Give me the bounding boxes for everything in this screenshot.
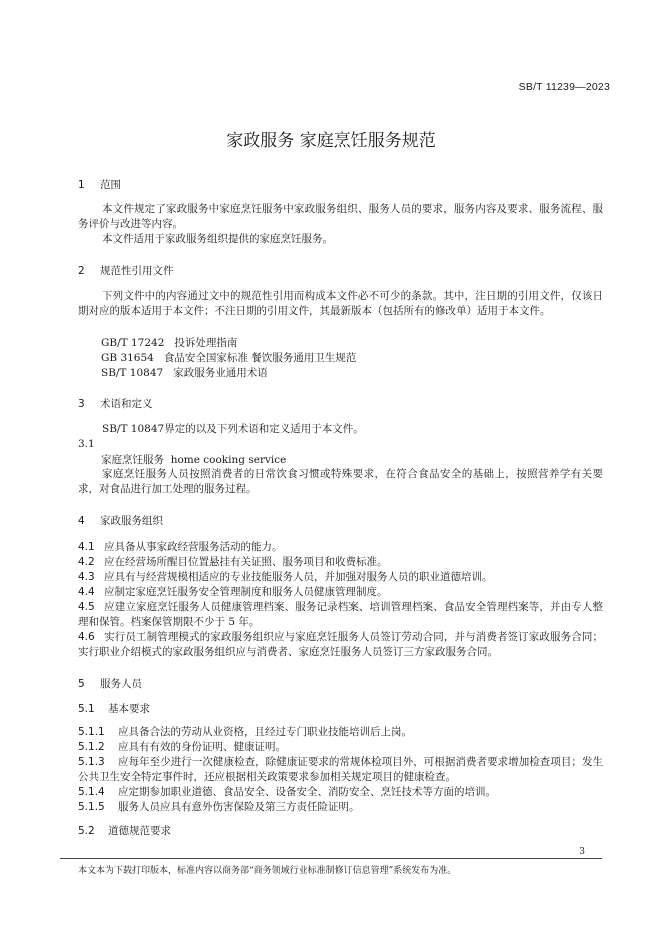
section-title: 规范性引用文件 (100, 265, 174, 277)
clause-text: 应每年至少进行一次健康检查，除健康证要求的常规体检项目外，可根据消费者要求增加检查项目；发生公共卫生安全特定事件时，还应根据相关政策要求参加相关规定项目的健康检查。 (78, 756, 603, 783)
section-number: 5 (78, 678, 85, 690)
subsection-number: 5.2 (78, 825, 95, 837)
subsection-5-2-heading (78, 823, 171, 838)
reference-name: 家政服务业通用术语 (173, 367, 268, 379)
reference-name: 投诉处理指南 (174, 337, 238, 349)
reference-item (101, 335, 237, 350)
clause-number: 5.1.3 (78, 756, 105, 768)
clause (78, 630, 603, 660)
section-2-paragraph-1: 下列文件中的内容通过文中的规范性引用而构成本文件必不可少的条款。其中，注日期的引用文件，仅该日期对应的版本适用于本文件；不注日期的引用文件，其最新版本（包括所有的修改单）适用于本文件。 (78, 290, 603, 317)
subsection-title: 基本要求 (108, 703, 150, 715)
section-number: 3 (78, 398, 85, 410)
clause-text: 实行员工制管理模式的家政服务组织应与家庭烹饪服务人员签订劳动合同，并与消费者签订家政服务合同；实行职业介绍模式的家政服务组织应与消费者、家庭烹饪服务人员签订三方家政服务合同。 (78, 631, 603, 658)
section-title: 服务人员 (100, 678, 142, 690)
footer-divider (60, 858, 602, 859)
section-2-heading (78, 263, 174, 278)
clause (78, 800, 603, 815)
clause (78, 755, 603, 785)
reference-item (101, 365, 268, 380)
clause-text: 应建立家庭烹饪服务人员健康管理档案、服务记录档案、培训管理档案、食品安全管理档案等，并由专人整理和保管。档案保管期限不少于 5 年。 (78, 601, 603, 628)
clause-text: 应在经营场所醒目位置悬挂有关证照、服务项目和收费标准。 (104, 556, 388, 568)
clause (78, 740, 603, 755)
clause-number: 5.1.5 (78, 801, 105, 813)
reference-code: SB/T 10847 (101, 367, 164, 379)
clause-number: 5.1.1 (78, 726, 105, 738)
subsection-title: 道德规范要求 (108, 825, 171, 837)
clause (78, 725, 603, 740)
reference-name: 食品安全国家标准 餐饮服务通用卫生规范 (163, 352, 357, 364)
clause (78, 785, 603, 800)
section-3-paragraph-1: SB/T 10847界定的以及下列术语和定义适用于本文件。 (102, 423, 364, 435)
term-english: home cooking service (170, 454, 287, 466)
clause-text: 应具备从事家政经营服务活动的能力。 (104, 541, 283, 553)
section-1-paragraph-1: 本文件规定了家政服务中家庭烹饪服务中家政服务组织、服务人员的要求，服务内容及要求、服务流程、服务评价与改进等内容。 (78, 203, 603, 230)
document-title: 家政服务 家庭烹饪服务规范 (226, 131, 436, 151)
clause-number: 4.4 (78, 586, 95, 598)
clause-number: 4.1 (78, 541, 95, 553)
page-number: 3 (579, 847, 585, 857)
clause-number: 4.6 (78, 631, 95, 643)
footer-note: 本文本为下载打印版本，标准内容以商务部“商务领域行业标准制修订信息管理”系统发布为准。 (78, 866, 457, 876)
clause-number: 5.1.2 (78, 741, 105, 753)
clause-number: 5.1.4 (78, 786, 105, 798)
section-3-heading (78, 396, 153, 411)
clause-text: 应具有有效的身份证明、健康证明。 (118, 741, 286, 753)
section-5-heading (78, 676, 142, 691)
clause-number: 4.3 (78, 571, 95, 583)
clause (78, 585, 603, 600)
term-chinese: 家庭烹饪服务 (101, 454, 164, 466)
clause-text: 服务人员应具有意外伤害保险及第三方责任险证明。 (118, 801, 360, 813)
clause-text: 应具有与经营规模相适应的专业技能服务人员，并加强对服务人员的职业道德培训。 (104, 571, 493, 583)
reference-code: GB/T 17242 (101, 337, 165, 349)
clause-text: 应具备合法的劳动从业资格，且经过专门职业技能培训后上岗。 (118, 726, 412, 738)
clause (78, 570, 603, 585)
reference-item (101, 350, 356, 365)
subsection-5-1-heading (78, 701, 150, 716)
section-4-heading (78, 513, 163, 528)
clause-number: 4.2 (78, 556, 95, 568)
reference-code: GB 31654 (101, 352, 154, 364)
clause (78, 555, 603, 570)
clause (78, 540, 603, 555)
section-number: 2 (78, 265, 85, 277)
subsection-number: 5.1 (78, 703, 95, 715)
section-title: 范围 (100, 179, 121, 191)
clause-text: 应定期参加职业道德、食品安全、设备安全、消防安全、烹饪技术等方面的培训。 (118, 786, 496, 798)
section-number: 4 (78, 515, 85, 527)
standard-number: SB/T 11239—2023 (518, 81, 610, 93)
term-entry (101, 452, 286, 467)
term-number: 3.1 (78, 438, 95, 450)
section-title: 术语和定义 (100, 398, 153, 410)
section-title: 家政服务组织 (100, 515, 163, 527)
section-1-heading (78, 177, 121, 192)
term-definition: 家庭烹饪服务人员按照消费者的日常饮食习惯或特殊要求，在符合食品安全的基础上，按照营养学有关要求，对食品进行加工处理的服务过程。 (78, 468, 603, 495)
clause-text: 应制定家庭烹饪服务安全管理制度和服务人员健康管理制度。 (104, 586, 388, 598)
section-number: 1 (78, 179, 85, 191)
clause (78, 600, 603, 630)
clause-number: 4.5 (78, 601, 95, 613)
section-1-paragraph-2: 本文件适用于家政服务组织提供的家庭烹饪服务。 (102, 233, 333, 245)
